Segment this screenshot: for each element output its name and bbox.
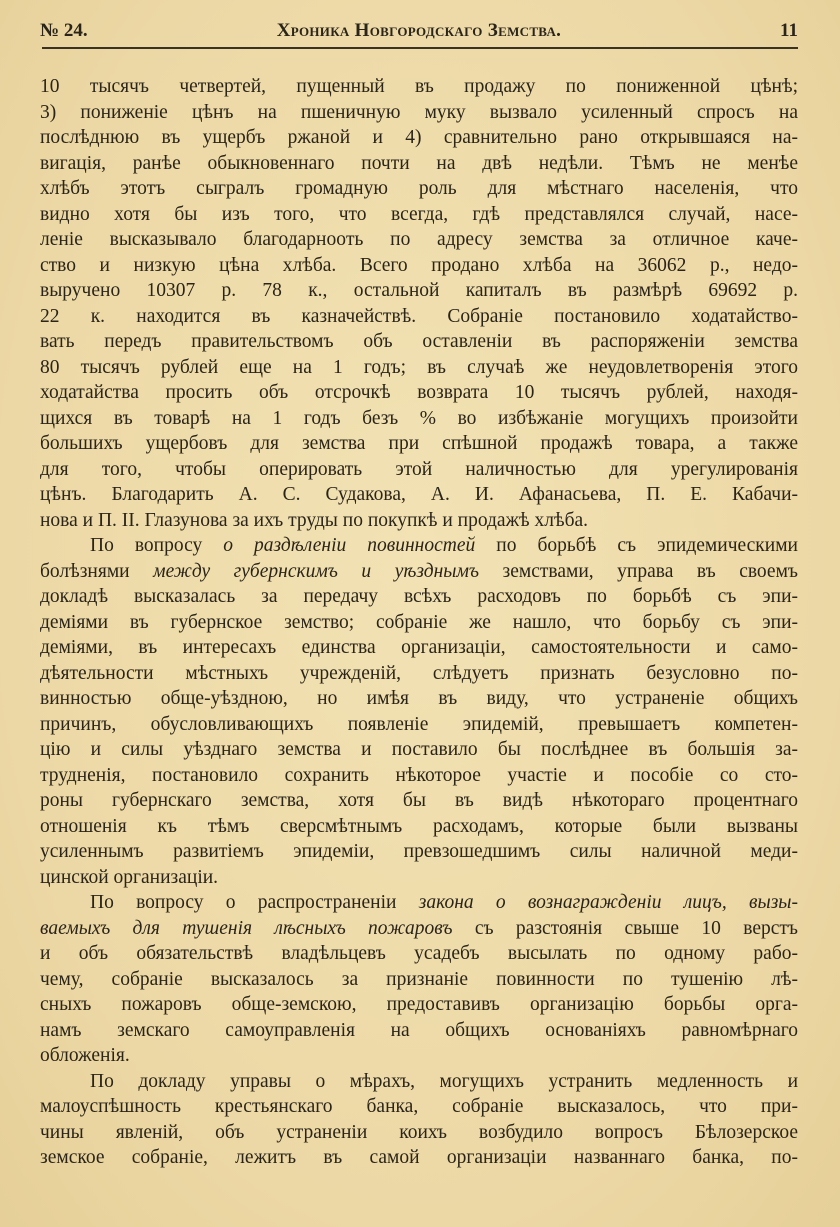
paragraph [40,890,798,1069]
italic-phrase: закона о вознагражденіи лицъ, вызы- [418,892,798,913]
page-number: 11 [780,20,798,41]
text-line: деміями, въ интересахъ единства организаціи, самостоятельности и само- [40,637,798,658]
text-line: 22 к. находится въ казначействѣ. Собраніе постановило ходатайство- [40,305,798,327]
body-text [40,74,798,1171]
text-line: деміями въ губернское земство; собраніе же нашло, что борьбу съ эпи- [40,611,798,633]
text-line: докладѣ высказалась за передачу всѣхъ расходовъ по борьбѣ съ эпи- [40,586,798,607]
text-line: для того, чтобы оперировать этой наличностью для урегулированія [40,458,798,480]
text-line: выручено 10307 р. 78 к., остальной капиталъ въ размѣрѣ 69692 р. [40,280,798,301]
header-rule [42,47,798,49]
text-line: и объ обязательствѣ владѣльцевъ усадебъ высылать по одному рабо- [40,943,798,964]
text-segment: земствами, управа въ своемъ [479,560,798,582]
text-line: большихъ ущербовъ для земства при спѣшной продажѣ товара, а также [40,433,798,454]
text-line: чины явленій, объ устраненіи коихъ возбудило вопросъ Бѣлозерское [40,1121,798,1143]
text-line: намъ земскаго самоуправленія на общихъ основаніяхъ равномѣрнаго [40,1019,798,1041]
text-segment: По вопросу [90,535,224,556]
text-line [40,890,798,916]
text-line: 80 тысячъ рублей еще на 1 годъ; въ случаѣ же неудовлетворенія этого [40,356,798,378]
text-line [40,916,798,942]
text-line: усиленнымъ развитіемъ эпидеміи, превзошедшимъ силы наличной меди- [40,841,798,862]
text-line: леніе высказывало благодарноoть по адресу земства за отличное каче- [40,229,798,250]
italic-phrase: между губернскимъ и уѣзднымъ [153,560,480,582]
text-line [40,559,798,585]
text-line: цѣнъ. Благодарить А. С. Судакова, А. И. Афанасьева, П. Е. Кабачи- [40,484,798,505]
text-line: винностью обще-уѣздною, но имѣя въ виду, что устраненіе общихъ [40,688,798,709]
text-line: трудненія, постановило сохранить нѣкоторое участіе и пособіе со сто- [40,764,798,786]
paragraph [40,1069,798,1171]
text-segment: съ разстоянія свыше 10 верстъ [452,917,798,939]
text-line: послѣднюю въ ущербъ ржаной и 4) сравнительно рано открывшаяся на- [40,127,798,148]
text-line: обложенія. [40,1045,130,1066]
issue-number: № 24. [40,20,88,41]
text-line: вать передъ правительствомъ объ оставленіи въ распоряженіи земства [40,331,798,352]
text-line: роны губернскаго земства, хотя бы въ видѣ нѣкотораго процентнаго [40,790,798,811]
text-line: 3) пониженіе цѣнъ на пшеничную муку вызвало усиленный спросъ на [40,101,798,123]
italic-phrase: о раздѣленіи повинностей [223,535,476,556]
text-line: ходатайства просить объ отсрочкѣ возврата 10 тысячъ рублей, находя- [40,382,798,403]
paragraph [40,74,798,533]
italic-phrase: ваемыхъ для тушенія лѣсныхъ пожаровъ [40,917,453,939]
text-segment: по борьбѣ съ эпидемическими [475,535,798,556]
paragraph [40,533,798,890]
text-line: цинской организаціи. [40,866,219,888]
running-title: Хроника Новгородскаго Земства. [276,20,562,41]
text-segment: По вопросу о распространеніи [90,892,419,913]
text-line: нова и П. II. Глазунова за ихъ труды по покупкѣ и продажѣ хлѣба. [40,509,589,531]
text-line [40,533,798,559]
text-line: дѣятельности мѣстныхъ учрежденій, слѣдуетъ признать безусловно по- [40,662,798,684]
text-line: причинъ, обусловливающихъ появленіе эпидемій, превышаетъ компетен- [40,713,798,735]
text-line: По докладу управы о мѣрахъ, могущихъ устранить медленность и [90,1070,798,1092]
text-line: щихся въ товарѣ на 1 годъ безъ % во избѣжаніе могущихъ произойти [40,407,798,429]
text-line: чему, собраніе высказалось за признаніе повинности по тушенію лѣ- [40,968,798,990]
text-line: земское собраніе, лежитъ въ самой организаціи названнаго банка, по- [40,1147,798,1168]
text-line: 10 тысячъ четвертей, пущенный въ продажу по пониженной цѣнѣ; [40,76,798,97]
text-line: видно хотя бы изъ того, что всегда, гдѣ представлялся случай, насе- [40,203,798,225]
text-segment: болѣзнями [40,560,154,582]
text-line: отношенія къ тѣмъ сверсмѣтнымъ расходамъ, которые были вызваны [40,815,798,837]
text-line: сныхъ пожаровъ обще-земскою, предоставивъ организацію борьбы орга- [40,994,798,1015]
text-line: хлѣбъ этотъ сыгралъ громадную роль для мѣстнаго населенія, что [40,178,798,199]
text-line: цію и силы уѣзднаго земства и поставило бы послѣднее въ большія за- [40,739,798,760]
text-line: вигація, ранѣе обыкновеннаго почти на двѣ недѣли. Тѣмъ не менѣе [40,152,798,174]
text-line: малоуспѣшность крестьянскаго банка, собраніе высказалось, что при- [40,1096,798,1117]
running-header [40,20,798,46]
text-line: ство и низкую цѣна хлѣба. Всего продано хлѣба на 36062 р., недо- [40,254,798,276]
